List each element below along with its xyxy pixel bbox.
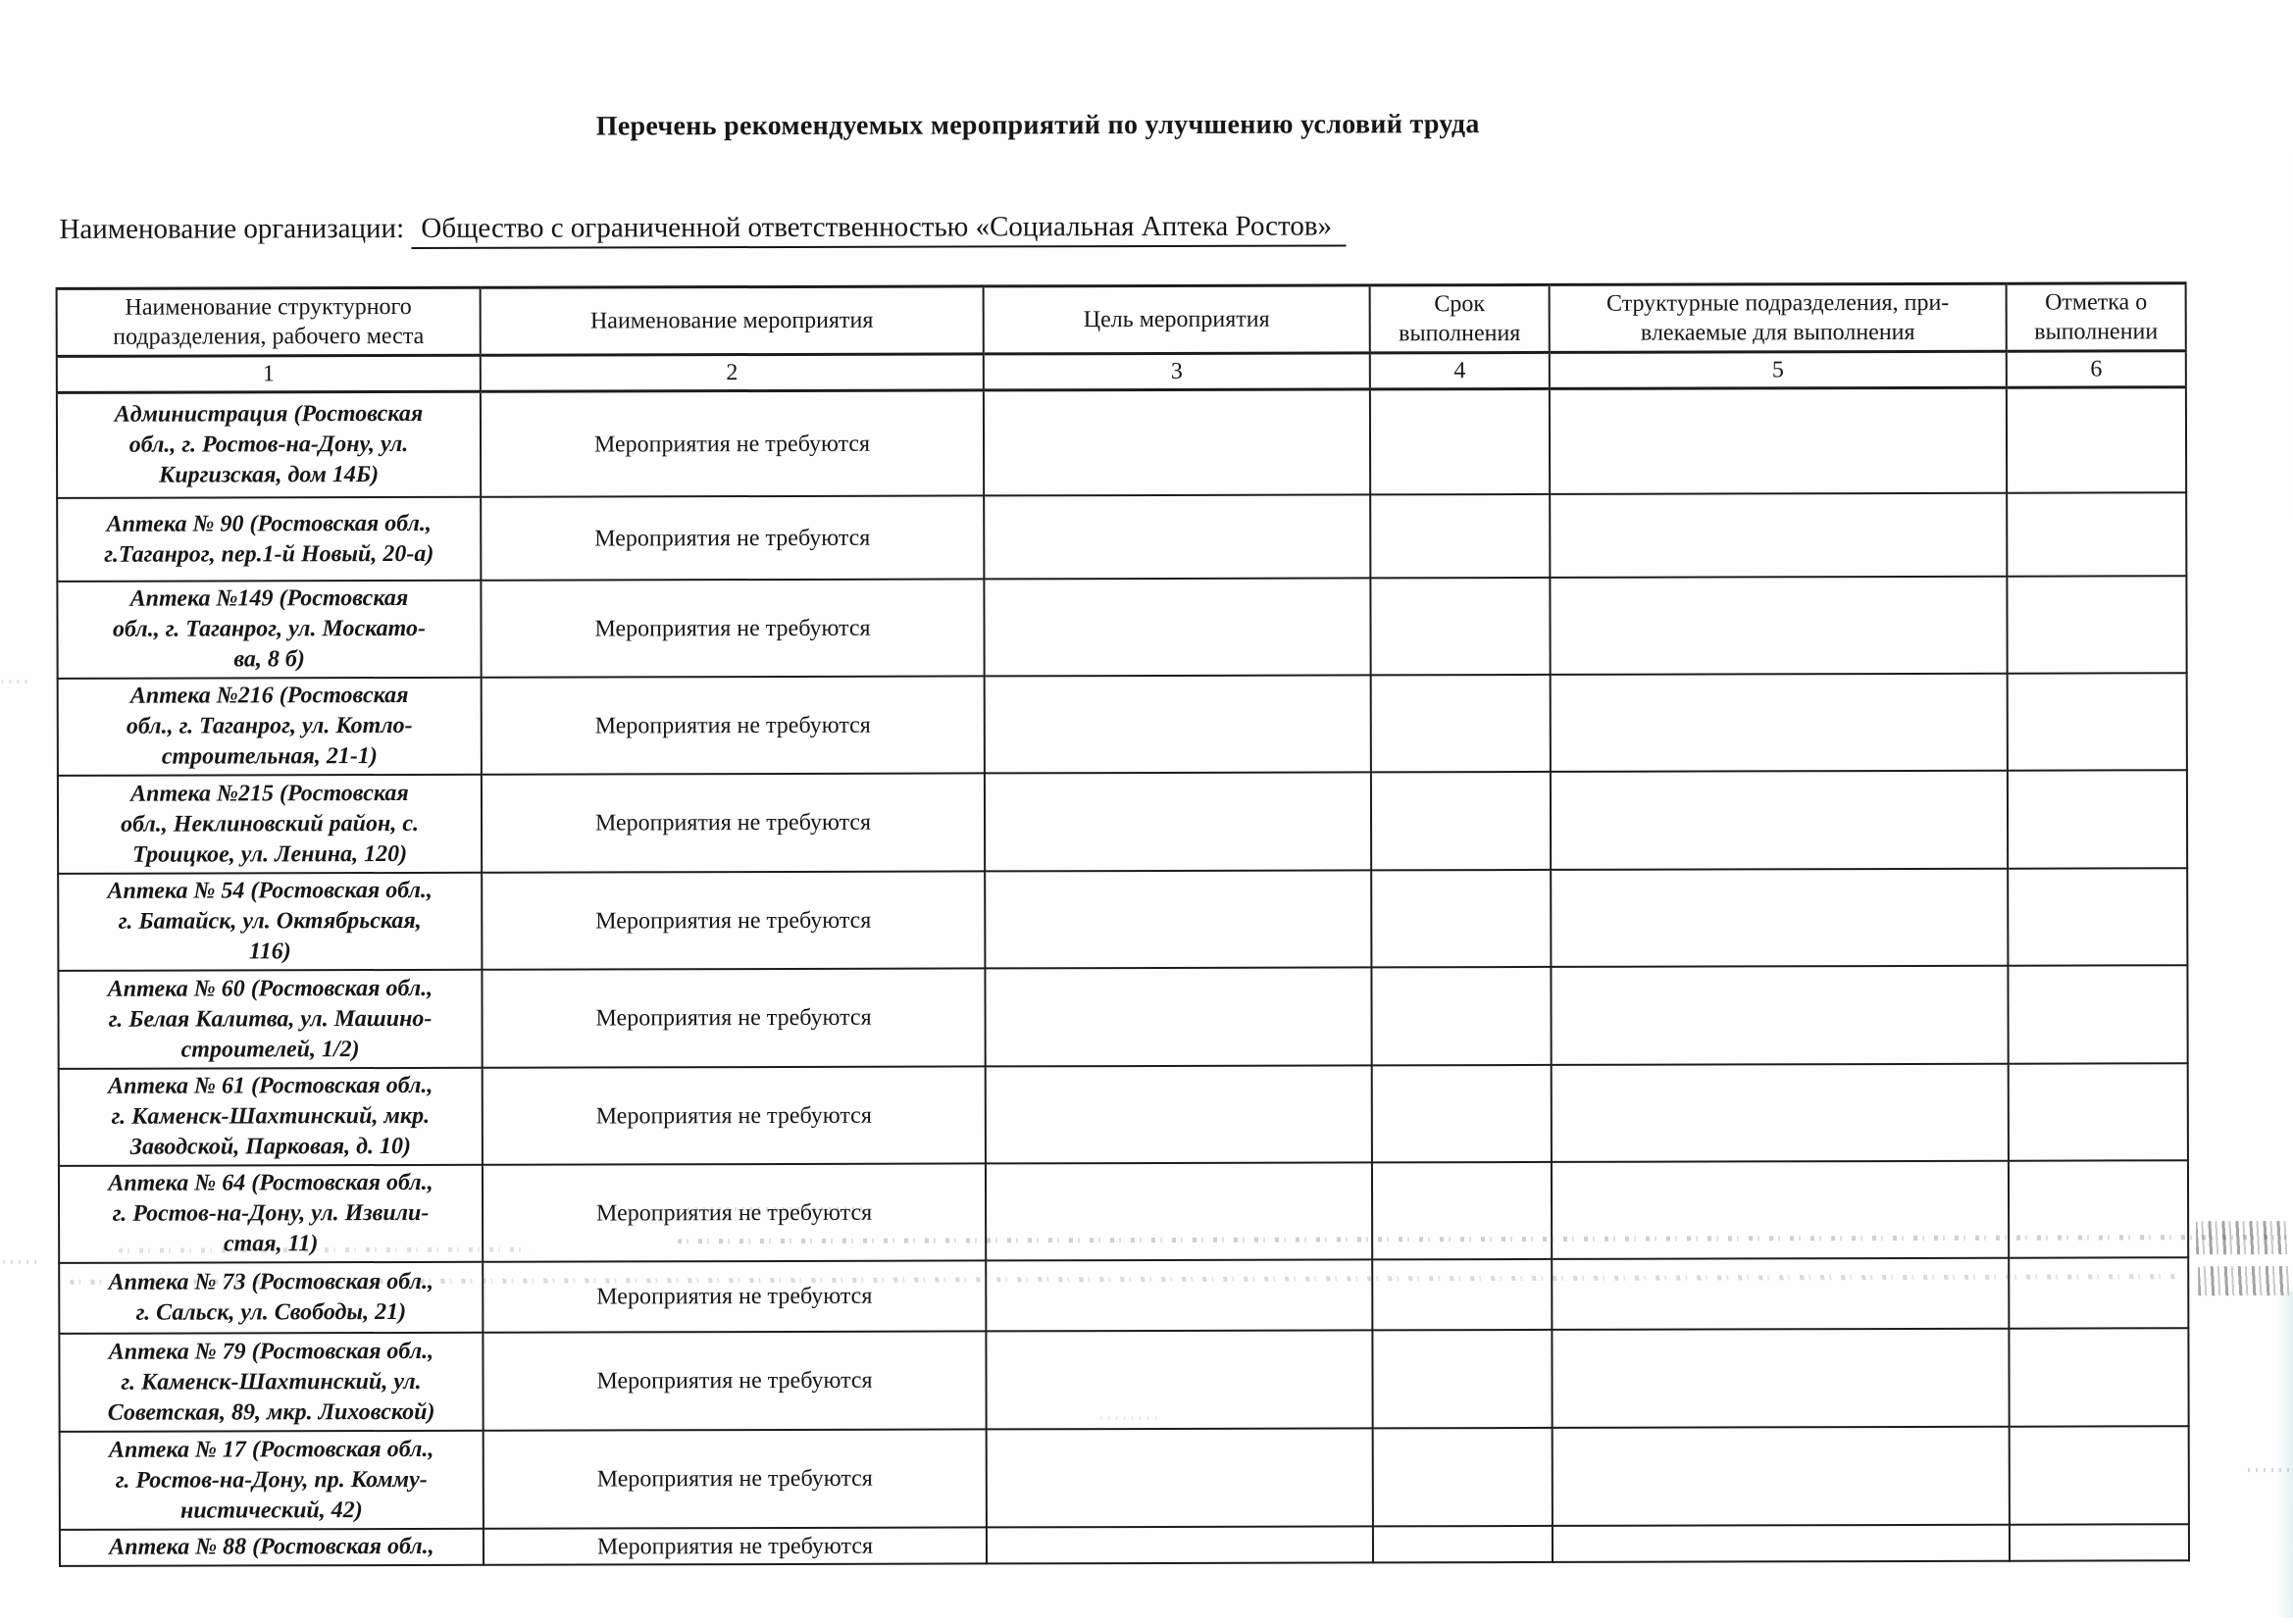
cell-deadline bbox=[1372, 1162, 1552, 1259]
cell-mark bbox=[2009, 1328, 2188, 1426]
cell-departments bbox=[1551, 966, 2008, 1065]
cell-mark bbox=[2007, 387, 2186, 493]
table-row bbox=[59, 1160, 2188, 1263]
measures-table bbox=[56, 281, 2190, 1567]
cell-departments bbox=[1550, 387, 2007, 494]
cell-measure: Мероприятия не требуются bbox=[482, 968, 985, 1067]
cell-measure: Мероприятия не требуются bbox=[484, 1527, 987, 1564]
cell-deadline bbox=[1371, 967, 1551, 1065]
table-row bbox=[60, 1426, 2189, 1530]
cell-measure: Мероприятия не требуются bbox=[481, 579, 984, 677]
cell-goal bbox=[986, 1065, 1372, 1163]
cell-departments bbox=[1550, 577, 2007, 675]
cell-deadline bbox=[1373, 1428, 1553, 1526]
cell-departments bbox=[1552, 1161, 2009, 1259]
cell-mark bbox=[2007, 576, 2186, 673]
table-row bbox=[58, 965, 2187, 1069]
table-row bbox=[60, 1524, 2189, 1566]
cell-measure: Мероприятия не требуются bbox=[482, 773, 985, 872]
cell-departments bbox=[1551, 771, 2008, 870]
cell-goal bbox=[986, 1330, 1372, 1429]
cell-goal bbox=[986, 1162, 1372, 1260]
cell-measure: Мероприятия не требуются bbox=[483, 1163, 986, 1261]
cell-goal bbox=[987, 1428, 1373, 1527]
cell-departments bbox=[1553, 1525, 2010, 1562]
cell-measure: Мероприятия не требуются bbox=[481, 390, 984, 497]
cell-mark bbox=[2009, 1063, 2188, 1160]
organization-name: Общество с ограниченной ответственностью «Социальная Аптека Ростов» bbox=[411, 210, 1346, 248]
cell-deadline bbox=[1371, 675, 1551, 772]
cell-measure: Мероприятия не требуются bbox=[483, 1331, 986, 1430]
cell-unit: Аптека № 61 (Ростовская обл., г. Каменск-Шахтинский, мкр. Заводской, Парковая, д. 10) bbox=[59, 1068, 483, 1166]
col-number-1: 1 bbox=[57, 355, 481, 392]
cell-deadline bbox=[1373, 1526, 1553, 1562]
cell-deadline bbox=[1372, 1330, 1552, 1428]
scan-noise bbox=[2248, 1468, 2291, 1472]
cell-unit: Аптека № 64 (Ростовская обл., г. Ростов-на-Дону, ул. Извили- стая, 11) bbox=[59, 1165, 483, 1263]
col-number-4: 4 bbox=[1370, 352, 1550, 388]
cell-measure: Мероприятия не требуются bbox=[482, 676, 985, 774]
table-row bbox=[59, 1257, 2188, 1334]
cell-departments bbox=[1552, 1258, 2009, 1330]
cell-measure: Мероприятия не требуются bbox=[481, 495, 984, 580]
cell-measure: Мероприятия не требуются bbox=[483, 1260, 986, 1332]
cell-mark bbox=[2010, 1524, 2189, 1560]
scan-noise bbox=[2, 680, 31, 684]
cell-departments bbox=[1550, 493, 2007, 578]
cell-unit: Аптека № 60 (Ростовская обл., г. Белая Калитва, ул. Машино- строителей, 1/2) bbox=[58, 970, 482, 1069]
table-header-row bbox=[57, 283, 2186, 357]
col-header-deadline: Срок выполнения bbox=[1370, 284, 1550, 352]
col-header-unit: Наименование структурного подразделения, рабочего места bbox=[57, 287, 481, 356]
table-row bbox=[57, 492, 2186, 582]
scan-noise bbox=[3, 1260, 36, 1264]
cell-mark bbox=[2009, 1160, 2188, 1257]
cell-deadline bbox=[1370, 388, 1550, 494]
cell-deadline bbox=[1371, 772, 1551, 870]
organization-line bbox=[59, 203, 2291, 250]
table-row bbox=[58, 673, 2187, 776]
col-number-2: 2 bbox=[481, 354, 984, 391]
cell-unit: Администрация (Ростовская обл., г. Ростов-на-Дону, ул. Киргизская, дом 14Б) bbox=[57, 391, 481, 498]
scan-noise bbox=[2196, 1221, 2290, 1254]
col-number-3: 3 bbox=[984, 353, 1370, 390]
cell-unit: Аптека №215 (Ростовская обл., Неклиновский район, с. Троицкое, ул. Ленина, 120) bbox=[58, 775, 482, 874]
cell-unit: Аптека № 73 (Ростовская обл., г. Сальск, ул. Свободы, 21) bbox=[59, 1262, 483, 1334]
col-number-5: 5 bbox=[1550, 351, 2007, 388]
cell-mark bbox=[2008, 965, 2187, 1063]
cell-departments bbox=[1552, 1064, 2009, 1162]
cell-unit: Аптека № 88 (Ростовская обл., bbox=[60, 1529, 484, 1566]
cell-deadline bbox=[1370, 494, 1550, 578]
col-header-mark: Отметка о выполнении bbox=[2007, 283, 2186, 351]
cell-unit: Аптека № 90 (Ростовская обл., г.Таганрог, пер.1-й Новый, 20-а) bbox=[57, 497, 481, 582]
cell-departments bbox=[1553, 1427, 2010, 1526]
cell-deadline bbox=[1372, 1259, 1552, 1330]
cell-measure: Мероприятия не требуются bbox=[483, 1066, 986, 1164]
document-title: Перечень рекомендуемых мероприятий по улучшению условий труда bbox=[595, 109, 1480, 142]
cell-mark bbox=[2008, 868, 2187, 965]
cell-departments bbox=[1551, 869, 2008, 967]
cell-goal bbox=[984, 389, 1370, 496]
cell-goal bbox=[984, 494, 1370, 579]
cell-measure: Мероприятия не требуются bbox=[482, 871, 985, 969]
scan-noise bbox=[2198, 1266, 2290, 1295]
cell-goal bbox=[985, 675, 1371, 773]
col-header-goal: Цель мероприятия bbox=[984, 285, 1370, 354]
cell-goal bbox=[987, 1526, 1373, 1563]
cell-deadline bbox=[1372, 1065, 1552, 1162]
table-row bbox=[58, 868, 2187, 971]
cell-departments bbox=[1551, 674, 2008, 772]
cell-mark bbox=[2008, 770, 2187, 868]
cell-unit: Аптека № 54 (Ростовская обл., г. Батайск, ул. Октябрьская, 116) bbox=[58, 873, 482, 971]
cell-goal bbox=[986, 1259, 1372, 1331]
column-numbers-row bbox=[57, 351, 2186, 393]
cell-goal bbox=[984, 578, 1370, 676]
cell-mark bbox=[2010, 1426, 2189, 1524]
col-header-measure: Наименование мероприятия bbox=[481, 286, 984, 355]
cell-unit: Аптека № 79 (Ростовская обл., г. Каменск-Шахтинский, ул. Советская, 89, мкр. Лиховской) bbox=[59, 1333, 483, 1432]
organization-label: Наименование организации: bbox=[59, 212, 405, 245]
table-row bbox=[57, 387, 2186, 498]
cell-departments bbox=[1552, 1329, 2009, 1428]
cell-mark bbox=[2008, 673, 2187, 770]
col-number-6: 6 bbox=[2007, 351, 2186, 387]
cell-goal bbox=[985, 772, 1371, 871]
table-row bbox=[58, 770, 2187, 874]
table-row bbox=[57, 576, 2186, 679]
table-row bbox=[59, 1063, 2188, 1166]
scan-edge-tint bbox=[2276, 1292, 2293, 1618]
cell-mark bbox=[2007, 492, 2186, 576]
cell-goal bbox=[985, 967, 1371, 1066]
col-header-departments: Структурные подразделения, при- влекаемые для выполнения bbox=[1550, 283, 2007, 352]
cell-deadline bbox=[1371, 870, 1551, 967]
cell-unit: Аптека №149 (Ростовская обл., г. Таганрог, ул. Москато- ва, 8 б) bbox=[57, 581, 481, 679]
cell-mark bbox=[2009, 1257, 2188, 1328]
cell-unit: Аптека №216 (Ростовская обл., г. Таганрог, ул. Котло- строительная, 21-1) bbox=[58, 678, 482, 776]
cell-unit: Аптека № 17 (Ростовская обл., г. Ростов-на-Дону, пр. Комму- нистический, 42) bbox=[60, 1431, 484, 1530]
cell-deadline bbox=[1370, 578, 1550, 675]
cell-goal bbox=[985, 870, 1371, 968]
table-row bbox=[59, 1328, 2188, 1432]
cell-measure: Мероприятия не требуются bbox=[484, 1429, 987, 1528]
